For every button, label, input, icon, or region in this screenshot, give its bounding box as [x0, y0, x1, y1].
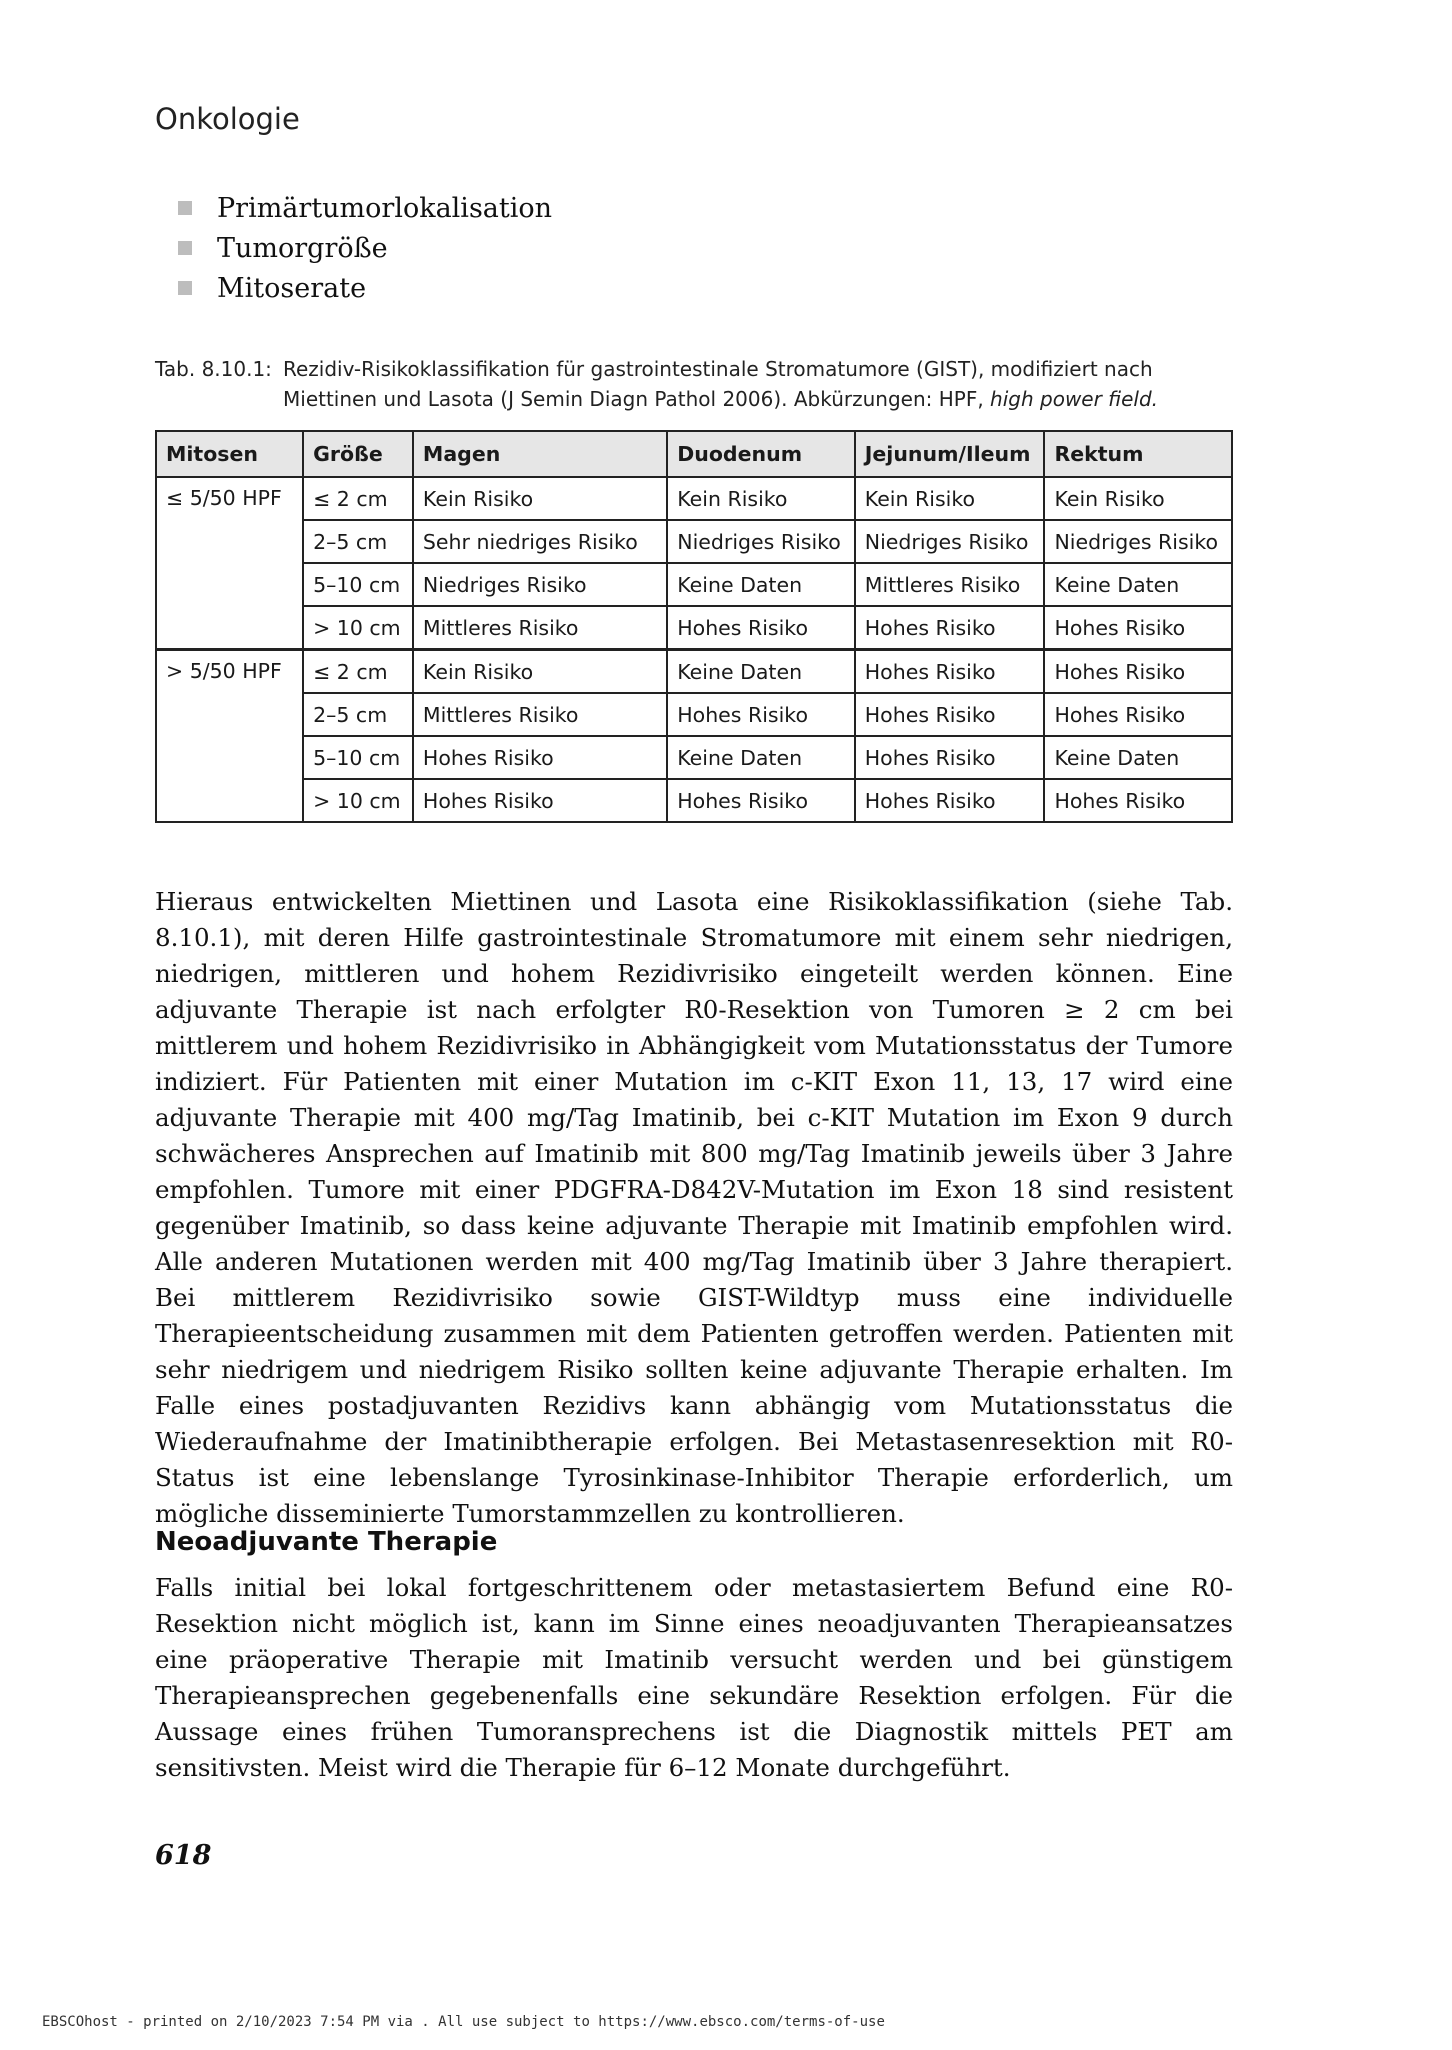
table-cell: Hohes Risiko	[855, 693, 1045, 736]
table-cell: Hohes Risiko	[855, 736, 1045, 779]
table-cell: 5–10 cm	[303, 563, 413, 606]
table-cell: Hohes Risiko	[855, 779, 1045, 822]
table-cell: Kein Risiko	[667, 477, 855, 520]
table-row	[156, 693, 1232, 736]
running-head: Onkologie	[155, 102, 300, 136]
mitosen-group-cell: ≤ 5/50 HPF	[156, 477, 303, 650]
square-bullet-icon	[178, 201, 192, 215]
header-mitosen: Mitosen	[156, 431, 303, 477]
table-row	[156, 779, 1232, 822]
table-header-row	[156, 431, 1232, 477]
section-text	[155, 1570, 1233, 1786]
body-text	[155, 884, 1233, 1532]
section-paragraph: Falls initial bei lokal fortgeschrittenem oder metastasiertem Befund eine R0-Resektion nicht möglich ist, kann im Sinne eines neoadjuvanten Therapieansatzes eine präoperative Therapie mit Imatinib versucht werden und bei günstigem Therapieansprechen gegebenenfalls eine sekundäre Resektion erfolgen. Für die Aussage eines frühen Tumoransprechens ist die Diagnostik mittels PET am sensitivsten. Meist wird die Therapie für 6–12 Monate durchgeführt.	[155, 1573, 1233, 1782]
table-cell: Niedriges Risiko	[413, 563, 667, 606]
table-row	[156, 606, 1232, 650]
table-caption-label: Tab. 8.10.1:	[155, 357, 272, 381]
header-jejunum-ileum: Jejunum/Ileum	[855, 431, 1045, 477]
table-cell: Keine Daten	[667, 736, 855, 779]
table-caption-text-line2: Miettinen und Lasota (J Semin Diagn Pathol 2006). Abkürzungen: HPF,	[283, 387, 984, 411]
list-item-text: Tumorgröße	[217, 232, 388, 264]
page-number: 618	[155, 1840, 212, 1871]
list-item-text: Mitoserate	[217, 272, 367, 304]
header-rektum: Rektum	[1044, 431, 1232, 477]
table-cell: Hohes Risiko	[413, 736, 667, 779]
list-item-text: Primärtumorlokalisation	[217, 192, 553, 224]
header-groesse: Größe	[303, 431, 413, 477]
table-cell: Hohes Risiko	[667, 693, 855, 736]
header-duodenum: Duodenum	[667, 431, 855, 477]
table-cell: Keine Daten	[667, 563, 855, 606]
table-cell: Kein Risiko	[413, 650, 667, 694]
table-row	[156, 736, 1232, 779]
body-paragraph: Hieraus entwickelten Miettinen und Lasota eine Risikoklassifikation (siehe Tab. 8.10.1), mit deren Hilfe gastrointestinale Stromatumore mit einem sehr niedrigen, niedrigen, mittleren und hohem Rezidivrisiko eingeteilt werden können. Eine adjuvante Therapie ist nach erfolgter R0-Resektion von Tumoren ≥ 2 cm bei mittlerem und hohem Rezidivrisiko in Abhängigkeit vom Mutationsstatus der Tumore indiziert. Für Patienten mit einer Mutation im c-KIT Exon 11, 13, 17 wird eine adjuvante Therapie mit 400 mg/Tag Imatinib, bei c-KIT Mutation im Exon 9 durch schwächeres Ansprechen auf Imatinib mit 800 mg/Tag Imatinib jeweils über 3 Jahre empfohlen. Tumore mit einer PDGFRA-D842V-Mutation im Exon 18 sind resistent gegenüber Imatinib, so dass keine adjuvante Therapie mit Imatinib empfohlen wird. Alle anderen Mutationen werden mit 400 mg/Tag Imatinib über 3 Jahre therapiert. Bei mittlerem Rezidivrisiko sowie GIST-Wildtyp muss eine individuelle Therapieentscheidung zusammen mit dem Patienten getroffen werden. Patienten mit sehr niedrigem und niedrigem Risiko sollten keine adjuvante Therapie erhalten. Im Falle eines postadjuvanten Rezidivs kann abhängig vom Mutationsstatus die Wiederaufnahme der Imatinibtherapie erfolgen. Bei Metastasenresektion mit R0-Status ist eine lebenslange Tyrosinkinase-Inhibitor Therapie erforderlich, um mögliche disseminierte Tumorstammzellen zu kontrollieren.	[155, 887, 1233, 1528]
table-cell: ≤ 2 cm	[303, 477, 413, 520]
table-cell: Hohes Risiko	[1044, 650, 1232, 694]
square-bullet-icon	[178, 241, 192, 255]
table-row	[156, 650, 1232, 694]
square-bullet-icon	[178, 281, 192, 295]
bullet-list	[178, 188, 552, 308]
table-row	[156, 520, 1232, 563]
table-cell: Mittleres Risiko	[413, 606, 667, 650]
table-cell: Kein Risiko	[413, 477, 667, 520]
table-cell: Hohes Risiko	[855, 650, 1045, 694]
footer-note: EBSCOhost - printed on 2/10/2023 7:54 PM via . All use subject to https://www.ebsco.com/terms-of-use	[42, 2014, 885, 2030]
table-cell: Hohes Risiko	[413, 779, 667, 822]
table-cell: > 10 cm	[303, 606, 413, 650]
table-cell: 2–5 cm	[303, 520, 413, 563]
table-cell: Hohes Risiko	[1044, 693, 1232, 736]
table-cell: Keine Daten	[667, 650, 855, 694]
table-caption-italic: high power field.	[990, 387, 1159, 411]
table-cell: Hohes Risiko	[667, 779, 855, 822]
table-cell: Niedriges Risiko	[855, 520, 1045, 563]
table-cell: 2–5 cm	[303, 693, 413, 736]
table-cell: > 10 cm	[303, 779, 413, 822]
table-cell: Niedriges Risiko	[667, 520, 855, 563]
mitosen-group-cell: > 5/50 HPF	[156, 650, 303, 823]
table-caption-text: Rezidiv-Risikoklassifikation für gastrointestinale Stromatumore (GIST), modifiziert nach	[283, 357, 1153, 381]
table-cell: Hohes Risiko	[667, 606, 855, 650]
table-cell: 5–10 cm	[303, 736, 413, 779]
table-cell: Sehr niedriges Risiko	[413, 520, 667, 563]
table-caption	[155, 354, 1233, 414]
table-cell: Mittleres Risiko	[413, 693, 667, 736]
table-cell: Hohes Risiko	[1044, 779, 1232, 822]
risk-classification-table	[155, 430, 1233, 823]
section-heading: Neoadjuvante Therapie	[155, 1527, 498, 1557]
table-cell: Keine Daten	[1044, 736, 1232, 779]
table-cell: Keine Daten	[1044, 563, 1232, 606]
table-cell: Niedriges Risiko	[1044, 520, 1232, 563]
table-cell: Kein Risiko	[855, 477, 1045, 520]
table-row	[156, 477, 1232, 520]
list-item	[178, 188, 552, 228]
table-cell: Mittleres Risiko	[855, 563, 1045, 606]
list-item	[178, 268, 552, 308]
table-cell: ≤ 2 cm	[303, 650, 413, 694]
table-cell: Kein Risiko	[1044, 477, 1232, 520]
table-row	[156, 563, 1232, 606]
table-cell: Hohes Risiko	[1044, 606, 1232, 650]
list-item	[178, 228, 552, 268]
table-cell: Hohes Risiko	[855, 606, 1045, 650]
header-magen: Magen	[413, 431, 667, 477]
